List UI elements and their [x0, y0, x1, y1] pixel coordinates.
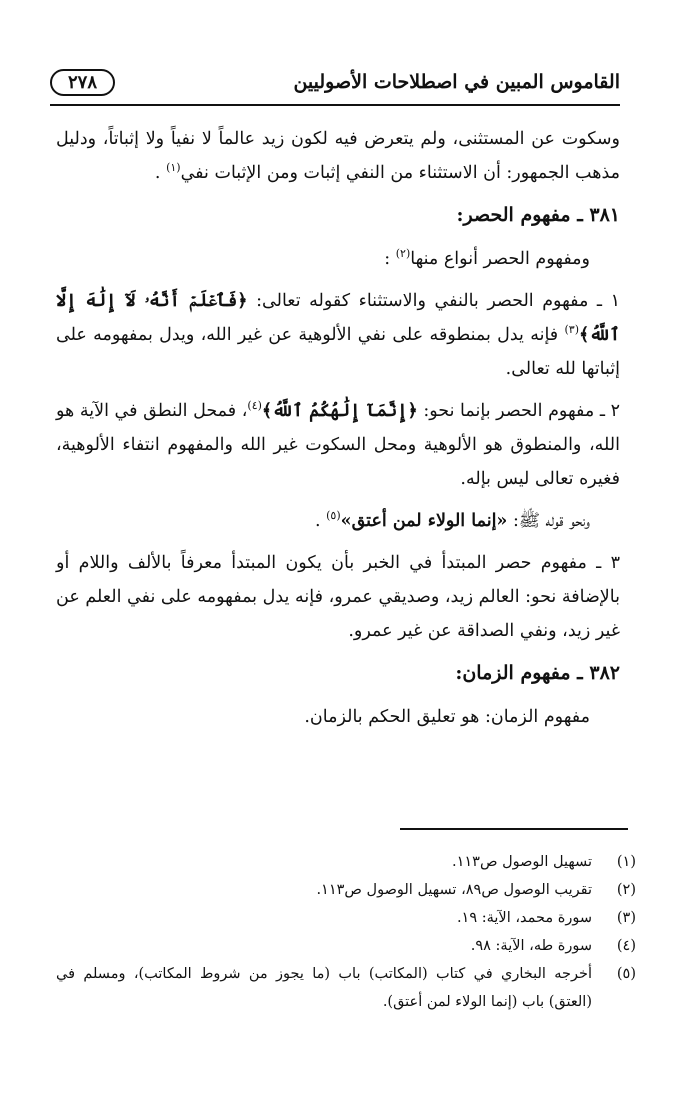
page-number: ٢٧٨ [50, 69, 115, 96]
footnote-text: أخرجه البخاري في كتاب (المكاتب) باب (ما يجوز من شروط المكاتب)، ومسلم في (العتق) باب (إنما الولاء لمن أعتق). [56, 966, 592, 1010]
footnote-text: سورة طه، الآية: ٩٨. [470, 938, 592, 954]
footnote-number: (٢) [616, 882, 636, 898]
list-item-3: ٣ ـ مفهوم حصر المبتدأ في الخبر بأن يكون المبتدأ معرفاً بالألف واللام أو بالإضافة نحو: العالم زيد، وصديقي عمرو، فإنه يدل بمفهومه على نفي العلم عن غير زيد، ونفي الصداقة عن غير عمرو. [56, 553, 620, 641]
footnote-number: (١) [616, 854, 636, 870]
footnote-ref: (٢) [395, 247, 411, 261]
footnote [56, 960, 636, 1016]
footnote [56, 876, 636, 904]
footnote-rule [400, 828, 628, 830]
running-title: القاموس المبين في اصطلاحات الأصوليين [293, 71, 620, 93]
quran-verse: ﴿فَٱعۡلَمۡ أَنَّهُۥ لَآ إِلَٰهَ إِلَّا ٱللَّهُ﴾ [56, 291, 620, 345]
main-text [56, 122, 620, 742]
footnote [56, 848, 636, 876]
footnote-ref: (٥) [326, 509, 341, 523]
section-heading-381: ٣٨١ ـ مفهوم الحصر: [456, 204, 620, 226]
footnote-ref: (٤) [247, 399, 262, 413]
header-rule [50, 104, 620, 106]
list-item-1: ١ ـ مفهوم الحصر بالنفي والاستثناء كقوله تعالى: ﴿فَٱعۡلَمۡ أَنَّهُۥ لَآ إِلَٰهَ إِلَّا ٱللَّهُ﴾$^{(٣)}$ فإنه يدل بمنطوقه على نفي الألوهية عن غير الله، ويدل بمفهومه على إثباتها لله تعالى. [56, 291, 620, 379]
footnote-text: سورة محمد، الآية: ١٩. [456, 910, 592, 926]
footnote-number: (٤) [616, 938, 636, 954]
paragraph: ومفهوم الحصر أنواع منها$^{(٢)}$ : [384, 247, 590, 269]
page-header [50, 62, 620, 102]
quran-verse: ﴿إِنَّمَآ إِلَٰهُكُمُ ٱللَّهُ﴾ [261, 401, 418, 421]
section-heading-382: ٣٨٢ ـ مفهوم الزمان: [455, 662, 620, 684]
footnote-text: تقريب الوصول ص٨٩، تسهيل الوصول ص١١٣. [316, 882, 592, 898]
footnote-ref: (٣) [564, 323, 579, 337]
footnote [56, 904, 636, 932]
footnote [56, 932, 636, 960]
footnote-number: (٣) [616, 910, 636, 926]
list-item-2: ٢ ـ مفهوم الحصر بإنما نحو: ﴿إِنَّمَآ إِلَٰهُكُمُ ٱللَّهُ﴾$^{(٤)}$، فمحل النطق في الآية هو الله، والمنطوق هو الألوهية ومحل السكوت غير الله والمفهوم انتفاء الألوهية، فغيره تعالى ليس بإله. [56, 399, 620, 489]
paragraph: وسكوت عن المستثنى، ولم يتعرض فيه لكون زيد عالماً لا نفياً ولا إثباتاً، ودليل مذهب الجمهور: أن الاستثناء من النفي إثبات ومن الإثبات نفي$^{(١)}$ . [56, 129, 620, 183]
hadith-quote: «إنما الولاء لمن أعتق» [340, 511, 508, 531]
footnotes [56, 848, 636, 1016]
footnote-ref: (١) [166, 161, 181, 175]
footnote-number: (٥) [616, 966, 636, 982]
paragraph: ونحو قوله ﷺ: «إنما الولاء لمن أعتق»$^{(٥)}$ . [314, 509, 590, 531]
paragraph: مفهوم الزمان: هو تعليق الحكم بالزمان. [304, 707, 590, 727]
footnote-text: تسهيل الوصول ص١١٣. [451, 854, 592, 870]
